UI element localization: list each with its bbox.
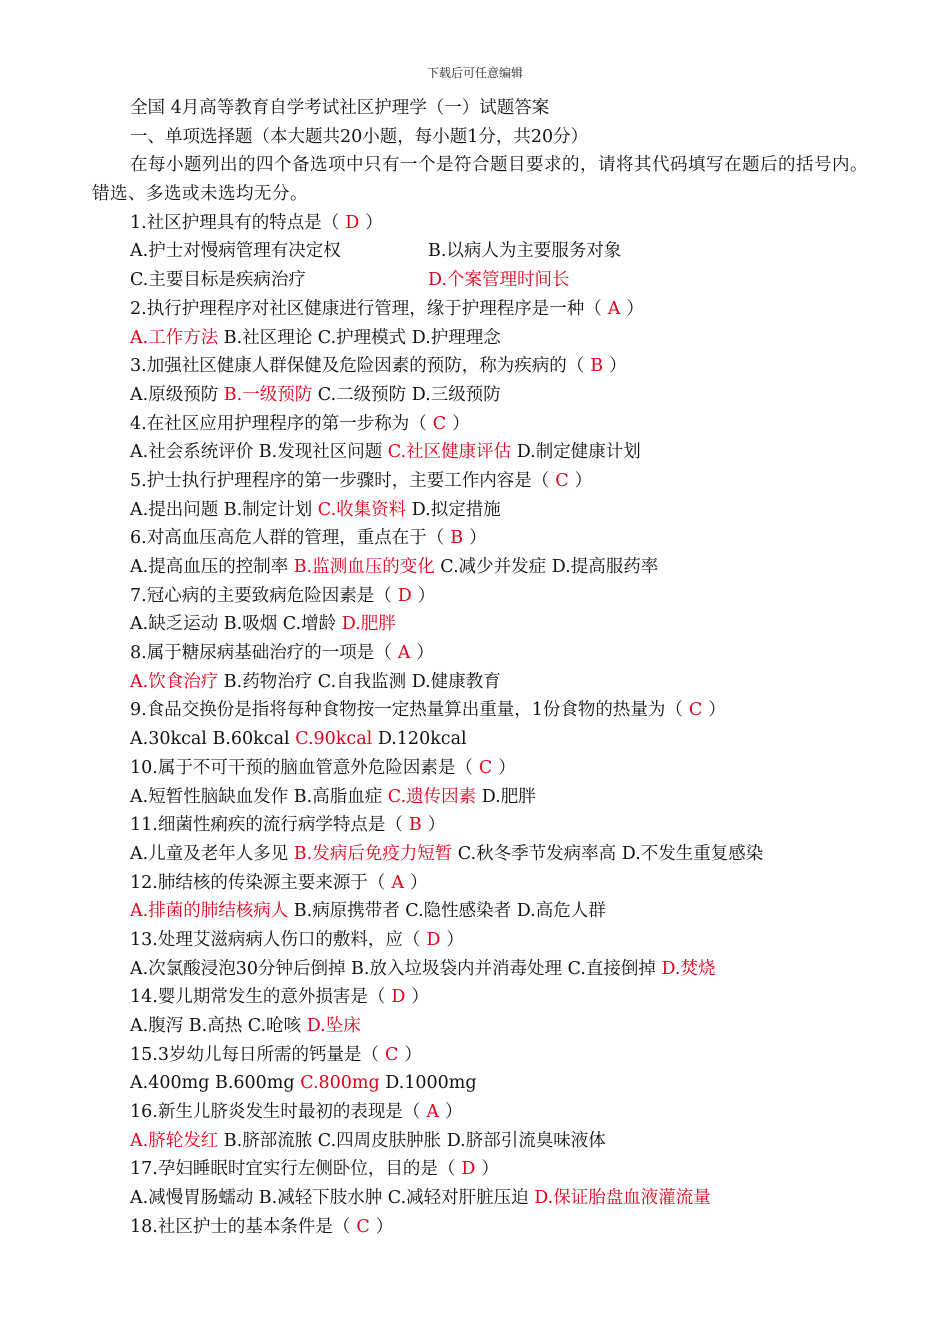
option-text: B.600mg [214, 1073, 295, 1094]
answer-letter: D [391, 987, 406, 1008]
option-text: B.社区理论 [223, 327, 313, 348]
option-text: D.个案管理时间长 [428, 270, 570, 291]
question-close: ） [469, 528, 487, 549]
option-text: B.吸烟 [223, 614, 278, 635]
option-text: B.药物治疗 [223, 671, 313, 692]
option-row [92, 840, 872, 869]
document-body [92, 94, 872, 1242]
option-text: C.四周皮肤肿胀 [317, 1130, 442, 1151]
question-stem [92, 582, 872, 611]
option-text: A.30kcal [130, 729, 207, 750]
option-text: B.60kcal [212, 729, 290, 750]
answer-letter: C [356, 1216, 370, 1237]
answer-letter: D [461, 1159, 476, 1180]
answer-letter: C [384, 1044, 399, 1065]
option-text: D.保证胎盘血液灌流量 [534, 1188, 711, 1209]
option-text: B.高脂血症 [293, 786, 383, 807]
option-text: D.坠床 [306, 1016, 361, 1037]
option-row [92, 610, 872, 639]
option-text: D.焚烧 [661, 958, 716, 979]
question-stem [92, 639, 872, 668]
question-text: 17.孕妇睡眠时宜实行左侧卧位，目的是（ [130, 1159, 456, 1180]
option-text: A.儿童及老年人多见 [130, 843, 289, 864]
option-text: C.减少并发症 [440, 557, 547, 578]
answer-letter: D [345, 212, 360, 233]
option-row [92, 1069, 872, 1098]
question-close: ） [417, 585, 436, 606]
question-text: 9.食品交换份是指将每种食物按一定热量算出重量，1份食物的热量为（ [130, 700, 683, 721]
option-row [92, 237, 872, 266]
question-stem [92, 1213, 872, 1242]
option-text: C.增龄 [282, 614, 337, 635]
option-text: B.发病后免疫力短暂 [293, 843, 453, 864]
option-text: A.腹泻 [130, 1016, 184, 1037]
option-text: B.高热 [188, 1016, 243, 1037]
option-row [92, 553, 872, 582]
question-stem [92, 811, 872, 840]
option-text: B.一级预防 [223, 384, 313, 405]
option-row [92, 1127, 872, 1156]
section-heading: 一、单项选择题（本大题共20小题，每小题1分，共20分） [130, 126, 589, 147]
option-text: C.收集资料 [317, 499, 407, 520]
answer-letter: D [397, 585, 412, 606]
option-row [92, 496, 872, 525]
option-text: A.短暂性脑缺血发作 [130, 786, 289, 807]
option-text: B.发现社区问题 [258, 442, 383, 463]
question-close: ） [375, 1216, 394, 1237]
option-text: B.减轻下肢水肿 [258, 1188, 383, 1209]
option-text: D.1000mg [385, 1073, 477, 1094]
answer-letter: A [607, 298, 621, 319]
question-text: 13.处理艾滋病病人伤口的敷料，应（ [130, 929, 421, 950]
question-close: ） [609, 356, 627, 377]
option-text: A.工作方法 [130, 327, 219, 348]
question-close: ） [416, 643, 434, 664]
option-row [92, 668, 872, 697]
question-stem [92, 410, 872, 439]
answer-letter: B [408, 815, 422, 836]
answer-letter: B [590, 356, 604, 377]
option-row [92, 381, 872, 410]
answer-letter: C [555, 470, 569, 491]
question-text: 8.属于糖尿病基础治疗的一项是（ [130, 643, 392, 664]
option-text: C.社区健康评估 [387, 442, 512, 463]
question-stem [92, 524, 872, 553]
option-text: C.二级预防 [317, 384, 407, 405]
option-text: C.护理模式 [317, 327, 407, 348]
question-close: ） [498, 757, 516, 778]
question-stem [92, 1041, 872, 1070]
answer-letter: B [450, 528, 464, 549]
option-text: D.肥胖 [481, 786, 536, 807]
answer-letter: A [397, 643, 411, 664]
option-text: D.三级预防 [411, 384, 501, 405]
question-list [92, 209, 872, 1242]
question-close: ） [409, 872, 428, 893]
option-text: A.排菌的肺结核病人 [130, 901, 289, 922]
question-close: ） [365, 212, 383, 233]
question-stem [92, 1098, 872, 1127]
question-stem [92, 467, 872, 496]
question-text: 10.属于不可干预的脑血管意外危险因素是（ [130, 757, 473, 778]
instruction-paragraph: 在每小题列出的四个备选项中只有一个是符合题目要求的，请将其代码填写在题后的括号内。错选、多选或未选均无分。 [92, 155, 868, 205]
option-text: B.放入垃圾袋内并消毒处理 [351, 958, 562, 979]
answer-letter: A [426, 1102, 439, 1123]
option-text: D.拟定措施 [411, 499, 501, 520]
question-text: 11.细菌性痢疾的流行病学特点是（ [130, 815, 403, 836]
option-text: D.提高服药率 [551, 557, 659, 578]
option-text: D.健康教育 [411, 671, 501, 692]
document-title: 全国 4月高等教育自学考试社区护理学（一）试题答案 [130, 98, 550, 118]
option-text: C.90kcal [295, 729, 373, 750]
question-text: 4.在社区应用护理程序的第一步称为（ [130, 413, 427, 434]
option-text: C.隐性感染者 [405, 901, 512, 922]
option-text: D.制定健康计划 [516, 442, 641, 463]
question-stem [92, 696, 872, 725]
answer-letter: C [478, 757, 493, 778]
option-text: D.不发生重复感染 [621, 843, 764, 864]
answer-letter: D [426, 929, 441, 950]
option-text: A.提高血压的控制率 [130, 557, 289, 578]
question-stem [92, 1155, 872, 1184]
question-text: 5.护士执行护理程序的第一步骤时，主要工作内容是（ [130, 470, 550, 491]
option-text: B.监测血压的变化 [293, 557, 435, 578]
option-text: B.以病人为主要服务对象 [428, 241, 622, 262]
question-text: 2.执行护理程序对社区健康进行管理，缘于护理程序是一种（ [130, 298, 602, 319]
option-text: C.直接倒掉 [567, 958, 656, 979]
question-close: ） [411, 987, 429, 1008]
option-text: C.呛咳 [247, 1016, 302, 1037]
option-text: A.400mg [130, 1073, 210, 1094]
option-text: D.120kcal [377, 729, 467, 750]
question-text: 18.社区护士的基本条件是（ [130, 1216, 351, 1237]
option-text: A.社会系统评价 [130, 442, 254, 463]
option-row [92, 324, 872, 353]
question-close: ） [452, 413, 470, 434]
question-text: 16.新生儿脐炎发生时最初的表现是（ [130, 1102, 421, 1123]
option-text: C.主要目标是疾病治疗 [130, 270, 306, 291]
question-text: 1.社区护理具有的特点是（ [130, 212, 340, 233]
option-text: C.自我监测 [317, 671, 407, 692]
answer-letter: C [688, 700, 703, 721]
option-text: C.800mg [300, 1073, 380, 1094]
option-text: D.脐部引流臭味液体 [446, 1130, 606, 1151]
option-text: B.病原携带者 [293, 901, 400, 922]
option-row [92, 1012, 872, 1041]
question-close: ） [446, 929, 464, 950]
option-row [92, 1184, 872, 1213]
option-text: C.遗传因素 [387, 786, 477, 807]
question-stem [92, 352, 872, 381]
question-text: 12.肺结核的传染源主要来源于（ [130, 872, 386, 893]
option-text: C.秋冬季节发病率高 [457, 843, 617, 864]
question-close: ） [708, 700, 726, 721]
option-row [92, 266, 872, 295]
option-text: A.缺乏运动 [130, 614, 219, 635]
question-stem [92, 754, 872, 783]
question-close: ） [481, 1159, 499, 1180]
option-text: B.脐部流脓 [223, 1130, 313, 1151]
question-close: ） [427, 815, 446, 836]
option-text: A.减慢胃肠蠕动 [130, 1188, 254, 1209]
option-text: D.肥胖 [341, 614, 396, 635]
option-row [92, 725, 872, 754]
option-text: A.原级预防 [130, 384, 219, 405]
option-row [92, 955, 872, 984]
answer-letter: C [432, 413, 447, 434]
question-stem [92, 926, 872, 955]
option-text: A.护士对慢病管理有决定权 [130, 241, 341, 262]
question-text: 14.婴儿期常发生的意外损害是（ [130, 987, 386, 1008]
question-stem [92, 983, 872, 1012]
question-text: 7.冠心病的主要致病危险因素是（ [130, 585, 392, 606]
option-row [92, 897, 872, 926]
question-text: 15.3岁幼儿每日所需的钙量是（ [130, 1044, 379, 1065]
question-text: 6.对高血压高危人群的管理，重点在于（ [130, 528, 445, 549]
question-text: 3.加强社区健康人群保健及危险因素的预防，称为疾病的（ [130, 356, 585, 377]
question-close: ） [626, 298, 644, 319]
option-text: C.减轻对肝脏压迫 [387, 1188, 529, 1209]
option-text: A.次氯酸浸泡30分钟后倒掉 [130, 958, 346, 979]
option-text: D.护理理念 [411, 327, 501, 348]
option-text: A.脐轮发红 [130, 1130, 219, 1151]
option-text: A.提出问题 [130, 499, 219, 520]
question-stem [92, 295, 872, 324]
question-stem [92, 209, 872, 238]
option-row [92, 783, 872, 812]
question-stem [92, 869, 872, 898]
option-text: A.饮食治疗 [130, 671, 219, 692]
answer-letter: A [391, 872, 404, 893]
page-header: 下载后可任意编辑 [426, 66, 523, 80]
question-close: ） [404, 1044, 422, 1065]
question-close: ） [574, 470, 593, 491]
option-row [92, 438, 872, 467]
option-text: B.制定计划 [223, 499, 313, 520]
option-text: D.高危人群 [516, 901, 606, 922]
question-close: ） [444, 1102, 463, 1123]
